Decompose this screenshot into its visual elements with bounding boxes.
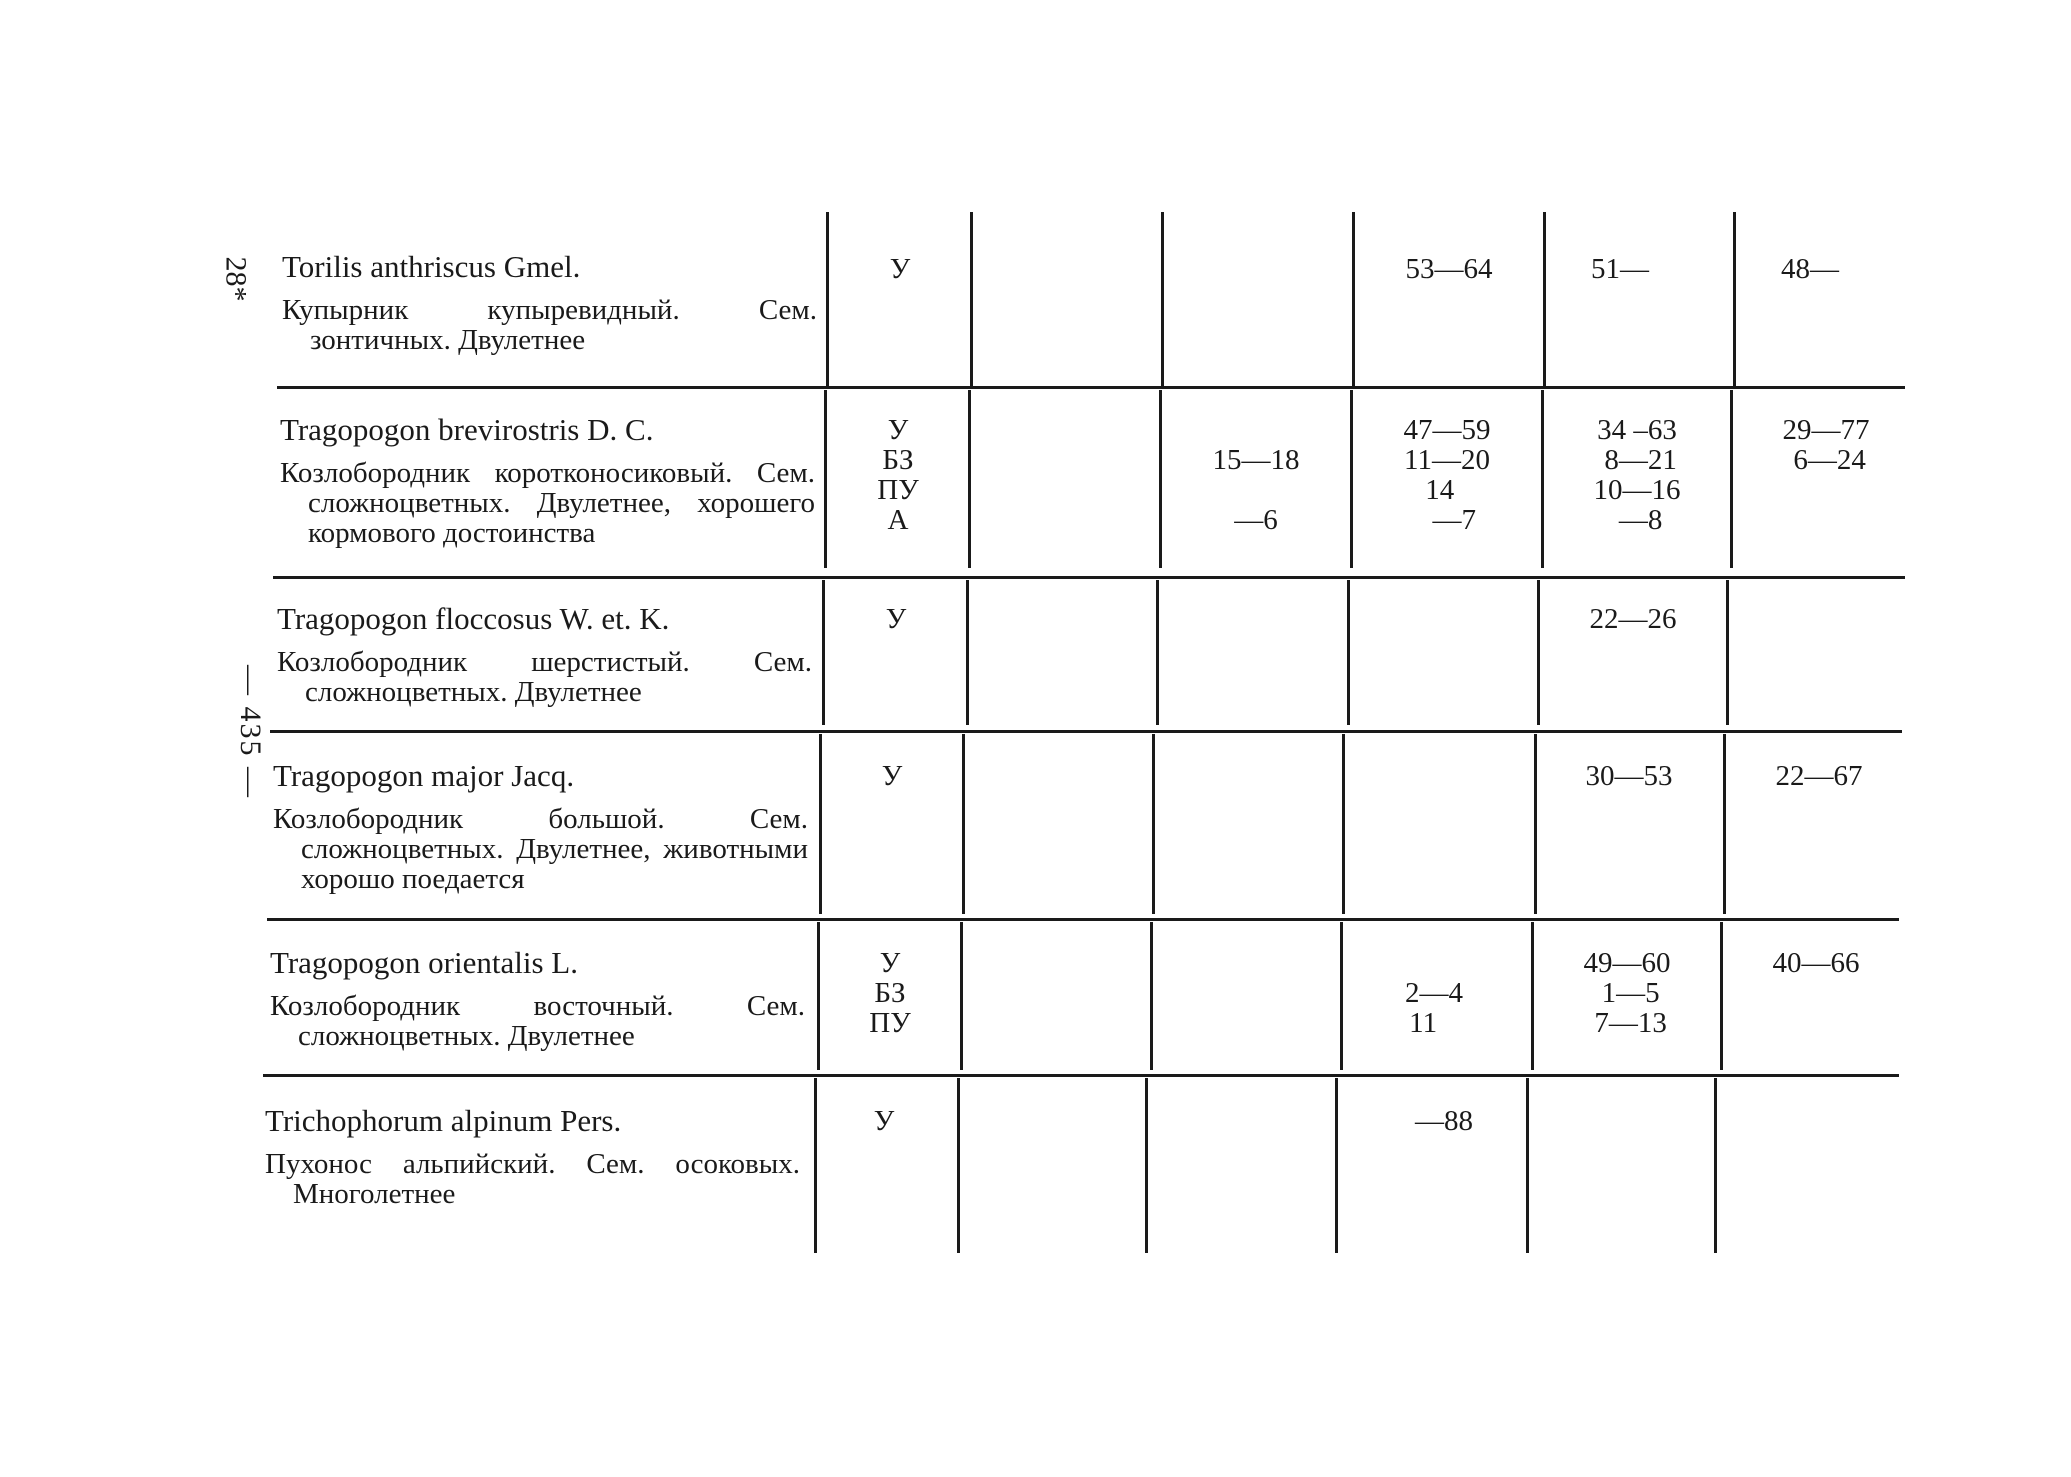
column-rule [962,734,965,914]
species-description [265,1103,800,1210]
table-cell: 22—67 [1775,760,1863,792]
row-divider [277,386,1905,389]
column-rule [1152,734,1155,914]
column-rule [1714,1078,1717,1253]
table-cell: У БЗ ПУ [869,947,911,1039]
table-cell: 49—60 1—5 7—13 [1583,947,1671,1039]
row-divider [270,730,1902,733]
column-rule [966,580,969,725]
species-description [273,758,808,895]
latin-name: Tragopogon floccosus W. et. K. [277,601,670,636]
table-cell: 29—77 6—24 [1782,414,1870,476]
column-rule [968,390,971,568]
table-cell: 34 –63 8—21 10—16 —8 [1593,414,1681,536]
species-description [282,249,817,356]
row-divider [263,1074,1899,1077]
russian-description: Пухонос альпийский. Сем. осоковых. Многолетнее [265,1148,800,1210]
latin-name: Tragopogon orientalis L. [270,945,578,980]
table-cell: У БЗ ПУ А [877,414,919,536]
column-rule [824,390,827,568]
column-rule [1733,212,1736,387]
russian-description: Козлобородник большой. Сем. сложноцветных. Двулетнее, животными хорошо поедается [273,803,808,895]
page-number: — 435 — [234,665,267,799]
latin-name: Tragopogon brevirostris D. C. [280,412,654,447]
row-divider [267,918,1899,921]
russian-description: Купырник купыревидный. Сем. зонтичных. Двулетнее [282,294,817,356]
table-cell: У [881,760,903,792]
column-rule [1161,212,1164,387]
latin-name: Tragopogon major Jacq. [273,758,575,793]
column-rule [1543,212,1546,387]
table-cell: 47—59 11—20 14 —7 [1403,414,1491,536]
column-rule [1156,580,1159,725]
table-cell: 51— [1591,253,1649,285]
species-description [270,945,805,1052]
column-rule [957,1078,960,1253]
column-rule [826,212,829,387]
signature-mark: 28* [219,256,253,302]
table-cell: У [885,603,907,635]
table-cell: 30—53 [1585,760,1673,792]
column-rule [1720,922,1723,1070]
column-rule [1347,580,1350,725]
species-description [277,601,812,708]
row-divider [273,576,1905,579]
table-cell: —88 [1415,1105,1473,1137]
species-description [280,412,815,549]
column-rule [822,580,825,725]
table-cell: У [889,253,911,285]
column-rule [1150,922,1153,1070]
table-cell: 22—26 [1589,603,1677,635]
russian-description: Козлобородник коротконосиковый. Сем. сложноцветных. Двулетнее, хорошего кормового достоинства [280,457,815,549]
column-rule [1537,580,1540,725]
russian-description: Козлобородник шерстистый. Сем. сложноцветных. Двулетнее [277,646,812,708]
column-rule [814,1078,817,1253]
table-cell: 15—18 —6 [1212,444,1300,536]
column-rule [1526,1078,1529,1253]
table-cell: 53—64 [1405,253,1493,285]
russian-description: Козлобородник восточный. Сем. сложноцветных. Двулетнее [270,990,805,1052]
latin-name: Trichophorum alpinum Pers. [265,1103,622,1138]
table-cell: 48— [1781,253,1839,285]
column-rule [970,212,973,387]
column-rule [1352,212,1355,387]
column-rule [960,922,963,1070]
table-cell: 40—66 [1772,947,1860,979]
column-rule [1342,734,1345,914]
column-rule [1726,580,1729,725]
latin-name: Torilis anthriscus Gmel. [282,249,581,284]
table-cell: У [873,1105,895,1137]
column-rule [1335,1078,1338,1253]
table-cell: 2—4 11 [1405,977,1463,1039]
column-rule [1145,1078,1148,1253]
